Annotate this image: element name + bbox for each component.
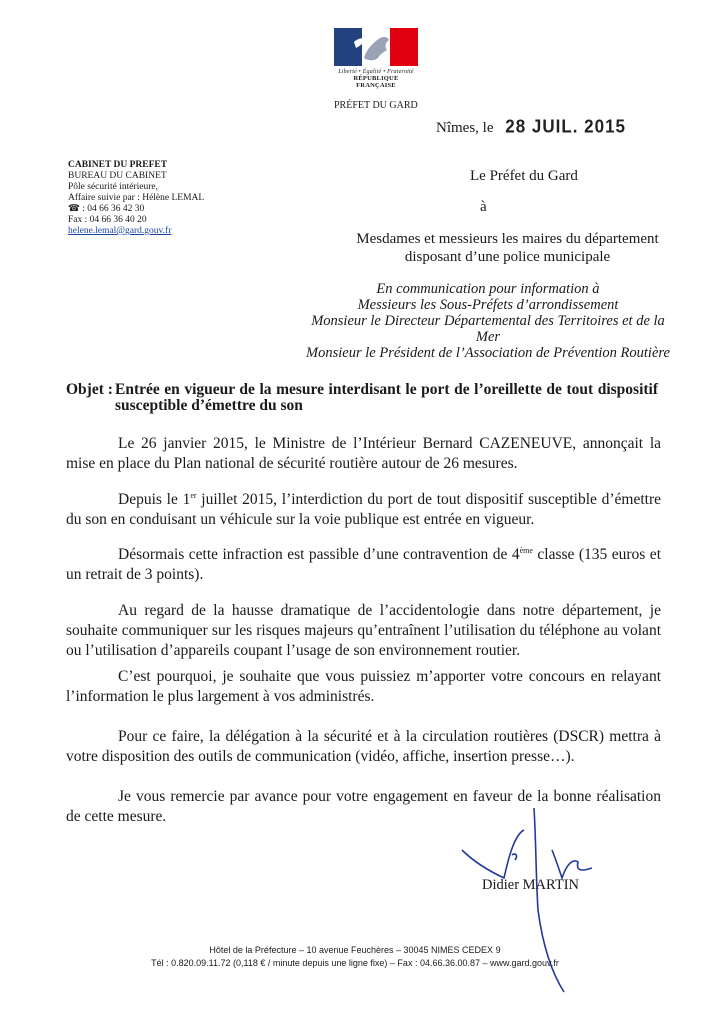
tel: : 04 66 36 42 30 [82,204,145,214]
subject-text: Entrée en vigueur de la mesure interdisant le port de l’oreillette de tout dispositif susceptible d’émettre du son [115,381,658,414]
paragraph-5-text: C’est pourquoi, je souhaite que vous puissiez m’apporter votre concours en relayant l’information le plus largement à vos administrés. [66,668,661,705]
subject [66,382,658,414]
sender-title: Le Préfet du Gard [470,168,578,184]
paragraph-6 [66,727,661,767]
place-date [436,117,626,137]
p3-sup: ème [519,546,533,555]
phone-icon: ☎ [68,204,80,214]
copy-1: Messieurs les Sous-Préfets d’arrondissement [357,297,619,313]
paragraph-7-text: Je vous remercie par avance pour votre engagement en faveur de la bonne réalisation de cette mesure. [66,788,661,825]
paragraph-4 [66,601,661,661]
bureau: BUREAU DU CABINET [68,171,167,181]
signatory-name: Didier MARTIN [482,877,579,893]
recipient [340,230,675,266]
p2-sup: er [190,491,197,500]
paragraph-1-text: Le 26 janvier 2015, le Ministre de l’Intérieur Bernard CAZENEUVE, annonçait la mise en place du Plan national de sécurité routière autour de 26 mesures. [66,435,661,472]
marianne-logo [334,28,418,89]
copy-intro: En communication pour information à [376,281,600,297]
p2-a: Depuis le 1 [118,491,191,508]
copy-2: Monsieur le Directeur Départemental des Territoires et de la Mer [311,313,665,345]
a-word: à [480,199,487,215]
subject-label: Objet : [66,381,113,398]
affaire: Affaire suivie par : Hélène LEMAL [68,193,205,203]
fax: Fax : 04 66 36 40 20 [68,215,147,225]
recipient-line-1: Mesdames et messieurs les maires du département [356,231,659,247]
p3-a: Désormais cette infraction est passible d’une contravention de 4 [118,546,520,563]
republique-francaise: RÉPUBLIQUE FRANÇAISE [353,75,399,89]
sender-block [68,160,204,237]
paragraph-6-text: Pour ce faire, la délégation à la sécurité et à la circulation routières (DSCR) mettra à votre disposition des outils de communication (vidéo, affiche, insertion presse…). [66,728,661,765]
recipient-line-2: disposant d’une police municipale [404,249,611,265]
paragraph-3 [66,545,661,585]
footer-address: Hôtel de la Préfecture – 10 avenue Feuchères – 30045 NIMES CEDEX 9 [209,945,501,955]
handwritten-signature [452,800,602,1005]
footer [150,944,560,970]
date-stamp: 28 JUIL. 2015 [505,116,626,137]
place: Nîmes, le [436,120,494,136]
republic-motto: Liberté • Égalité • Fraternité [338,69,414,75]
cabinet-title: CABINET DU PREFET [68,160,168,170]
footer-contact: Tél : 0.820.09.11.72 (0,118 € / minute depuis une ligne fixe) – Fax : 04.66.36.00.87 – www.gard.gouv.fr [151,958,559,968]
p3-b: classe (135 euros et un retrait de 3 points). [66,546,661,583]
pole: Pôle sécurité intérieure, [68,182,158,192]
paragraph-1 [66,434,661,474]
paragraph-4-text: Au regard de la hausse dramatique de l’accidentologie dans notre département, je souhaite communiquer sur les risques majeurs qu’entraînent l’utilisation du téléphone au volant ou l’utilisation d’appareils coupant l’usage de son environnement routier. [66,602,661,659]
copy-3: Monsieur le Président de l’Association de Prévention Routière [306,345,670,361]
tricolor-marianne-icon [334,28,418,66]
p2-b: juillet 2015, l’interdiction du port de tout dispositif susceptible d’émettre du son en conduisant un véhicule sur la voie publique est entrée en vigueur. [66,491,662,528]
paragraph-2 [66,490,661,530]
email-link[interactable]: helene.lemal@gard.gouv.fr [68,226,172,236]
copies-block [302,281,674,361]
tel-line [68,204,204,215]
prefet-du-gard: PRÉFET DU GARD [334,100,418,111]
paragraph-5 [66,667,661,707]
